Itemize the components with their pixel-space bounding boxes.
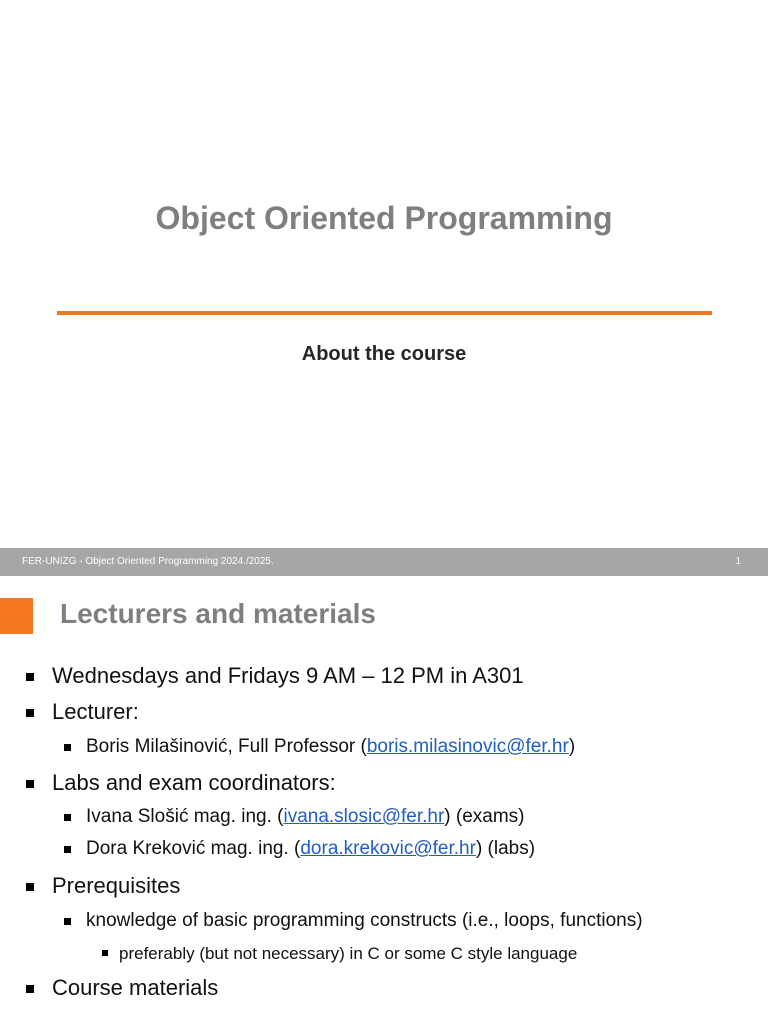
schedule-text: Wednesdays and Fridays 9 AM – 12 PM in A301	[52, 663, 524, 688]
list-item	[86, 910, 643, 932]
bullet-icon	[64, 918, 71, 925]
bullet-icon	[26, 673, 34, 681]
coordinator-1-role: ) (exams)	[444, 806, 525, 827]
title-divider	[57, 311, 712, 315]
slide-title: Object Oriented Programming	[155, 200, 613, 236]
coordinator-2-name: Dora Kreković mag. ing. (	[86, 838, 301, 859]
bullet-icon	[26, 985, 34, 993]
coordinator-1-name: Ivana Slošić mag. ing. (	[86, 806, 284, 827]
bullet-icon	[26, 780, 34, 788]
list-item	[52, 873, 180, 899]
bullet-icon	[64, 744, 71, 751]
bullet-icon	[64, 846, 71, 853]
coordinator-1-email-link[interactable]: ivana.slosic@fer.hr	[283, 806, 445, 827]
lecturer-close-paren: )	[568, 736, 576, 757]
prerequisite-text: knowledge of basic programming constructs (i.e., loops, functions)	[86, 910, 643, 931]
page-number: 1	[735, 556, 741, 567]
lecturer-name: Boris Milašinović, Full Professor (	[86, 736, 367, 757]
title-accent-bar	[0, 598, 33, 634]
lecturer-heading: Lecturer:	[52, 699, 139, 724]
list-item	[86, 736, 575, 758]
coordinators-heading: Labs and exam coordinators:	[52, 770, 336, 795]
bullet-icon	[26, 883, 34, 891]
bullet-icon	[26, 709, 34, 717]
list-item	[52, 663, 524, 689]
list-item	[86, 838, 535, 860]
materials-heading: Course materials	[52, 975, 219, 1000]
list-item	[52, 770, 336, 796]
slide-footer	[0, 548, 768, 576]
prerequisite-detail: preferably (but not necessary) in C or some C style language	[119, 944, 578, 963]
list-item	[52, 699, 139, 725]
coordinator-2-role: ) (labs)	[475, 838, 536, 859]
list-item	[119, 944, 577, 964]
content-slide-title: Lecturers and materials	[60, 598, 376, 629]
content-slide	[0, 576, 768, 1024]
footer-text: FER-UNIZG - Object Oriented Programming 2024./2025.	[22, 556, 274, 567]
list-item	[52, 975, 218, 1001]
list-item	[86, 806, 525, 828]
prerequisites-heading: Prerequisites	[52, 873, 181, 898]
lecturer-email-link[interactable]: boris.milasinovic@fer.hr	[366, 736, 569, 757]
bullet-icon	[64, 814, 71, 821]
coordinator-2-email-link[interactable]: dora.krekovic@fer.hr	[300, 838, 476, 859]
slide-subtitle: About the course	[301, 343, 467, 365]
bullet-icon	[102, 950, 108, 956]
